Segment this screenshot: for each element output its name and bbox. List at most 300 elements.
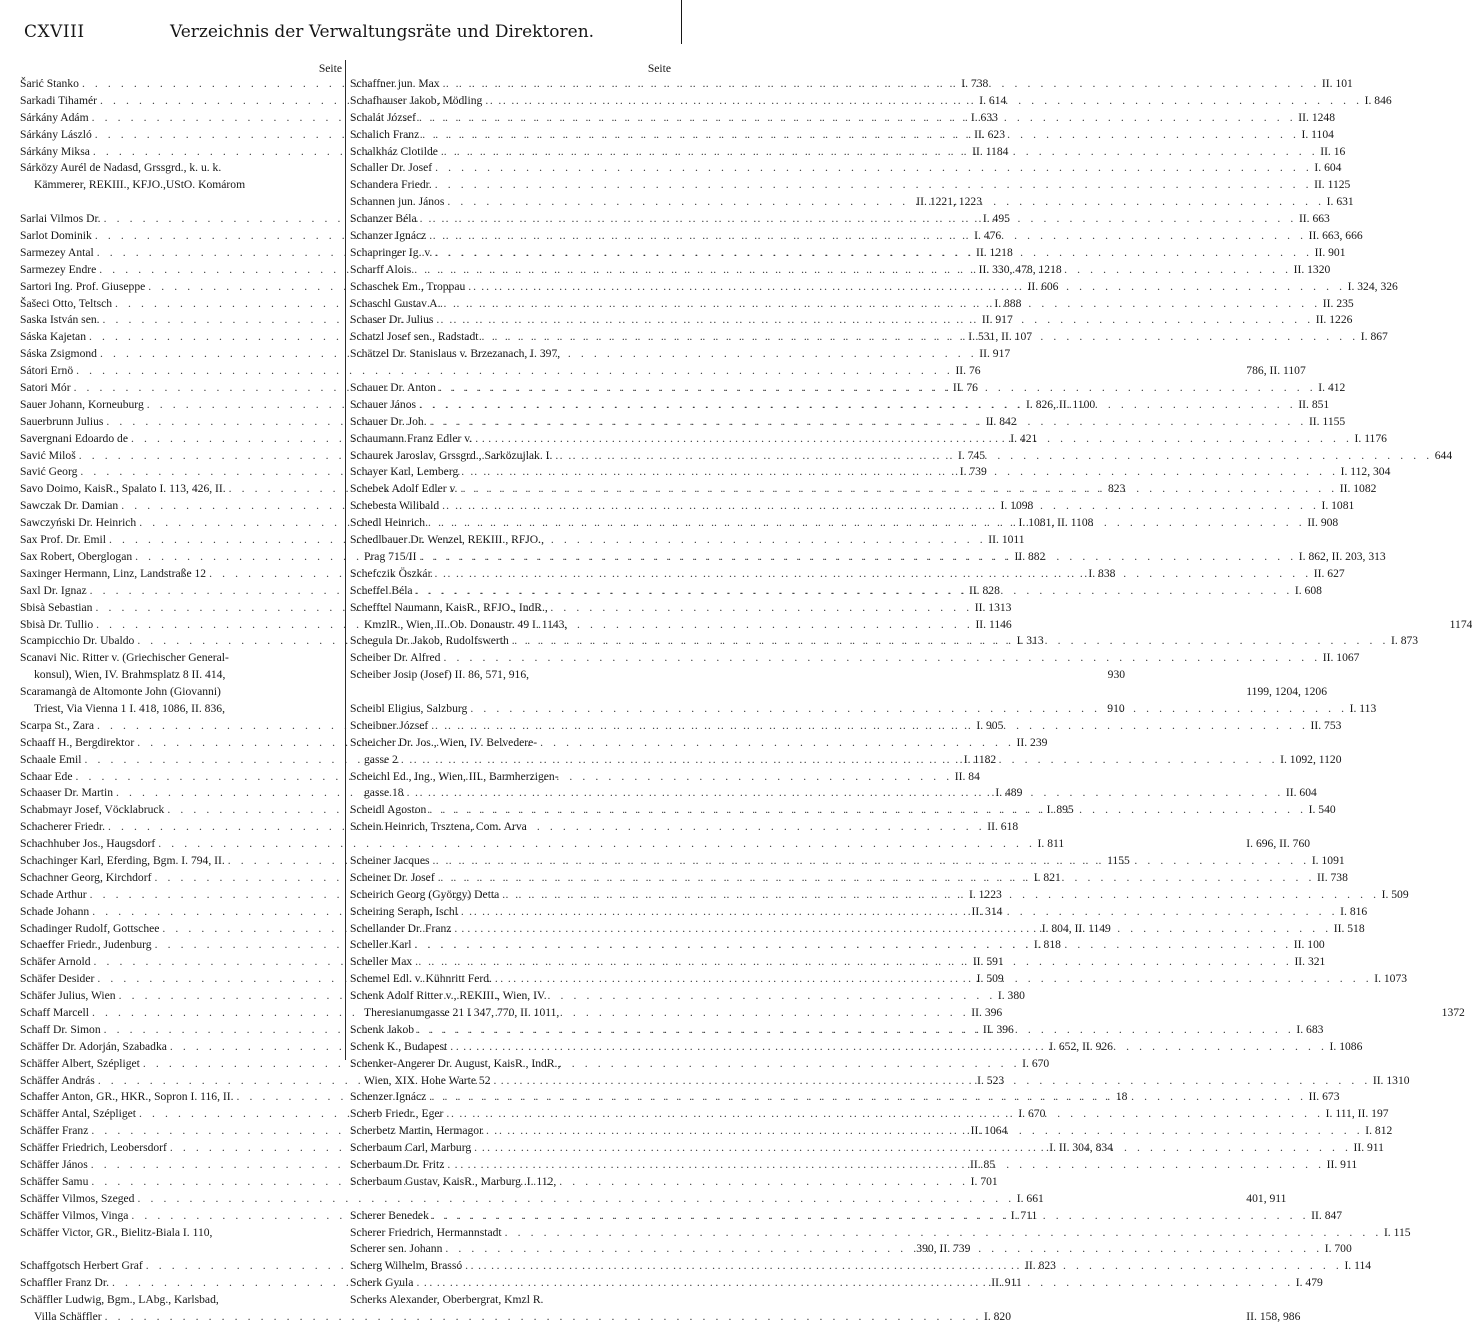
entry-name: Schein Heinrich, Trsztena, Com. Arva xyxy=(350,820,527,834)
dot-leader xyxy=(502,1225,1382,1242)
dot-leader xyxy=(465,279,1345,296)
page-reference: I. 531, II. 107 xyxy=(968,330,1033,344)
dot-leader xyxy=(413,583,1293,600)
page-reference: II. 606 xyxy=(1027,279,1059,293)
page-reference: I. 614 xyxy=(979,93,1007,107)
dot-leader xyxy=(436,380,1316,397)
entry-name: Schalát József xyxy=(350,110,416,124)
page-reference: II. 908 xyxy=(1307,516,1339,530)
entry-name: Scheller Max xyxy=(350,955,413,969)
dot-leader xyxy=(458,904,1338,921)
entry-name: Prag 715/II xyxy=(364,549,417,563)
index-entry xyxy=(20,836,1065,853)
page-reference: I. 313 xyxy=(1016,634,1044,648)
index-entry xyxy=(350,769,672,786)
page-reference: II. 100 xyxy=(1293,938,1325,952)
index-columns xyxy=(20,62,1472,1324)
page-reference: I. 888 xyxy=(994,296,1022,310)
entry-name: Schäffer Victor, GR., Bielitz-Biala I. 110, xyxy=(20,1225,213,1239)
entry-name: Schaller Dr. Josef xyxy=(350,161,433,175)
dot-leader xyxy=(426,228,1306,245)
page-reference: II. 518 xyxy=(1333,921,1365,935)
page-reference: I. 489 xyxy=(995,786,1023,800)
entry-name: Sbisà Sebastian xyxy=(20,600,93,614)
dot-leader xyxy=(404,785,1284,802)
page-reference: I. 421 xyxy=(1010,431,1038,445)
page-reference: I. 820 xyxy=(983,1310,1012,1324)
page-reference: I. 509 xyxy=(1381,887,1409,901)
dot-leader xyxy=(433,312,1313,329)
entry-name: Schaschl Gustav A. xyxy=(350,296,441,310)
entry-name: Savić Miloš xyxy=(20,448,76,462)
entry-name: Sauer Johann, Korneuburg xyxy=(20,397,144,411)
entry-name: Schäffer Samu xyxy=(20,1174,89,1188)
page-reference: I. 631 xyxy=(1326,195,1354,209)
page-reference: II. 901 xyxy=(1314,245,1346,259)
entry-name: Schäffer Dr. Adorján, Szabadka xyxy=(20,1039,167,1053)
page-reference: II. 911 xyxy=(1353,1141,1384,1155)
page-reference: II. 1082 xyxy=(1339,482,1377,496)
dot-leader xyxy=(552,448,1432,465)
page-reference: II. 396 xyxy=(971,1005,1003,1019)
entry-name: Sarmezey Endre xyxy=(20,262,97,276)
page-reference: I. 509 xyxy=(976,972,1004,986)
page-reference: I. 661 xyxy=(1016,1191,1044,1205)
entry-name: Schauer János xyxy=(350,397,417,411)
entry-name: Sárközy Aurél de Nadasd, Grssgrd., k. u. k. xyxy=(20,161,222,175)
entry-name: Scherer Friedrich, Hermannstadt xyxy=(350,1225,502,1239)
page-reference: I. 1081, II. 1108 xyxy=(1018,516,1094,530)
entry-name: Schäffer Albert, Szépliget xyxy=(20,1056,140,1070)
entry-name: Schegula Dr. Jakob, Rudolfswerth xyxy=(350,634,509,648)
index-entry xyxy=(350,532,672,549)
entry-name: Schäffer Franz xyxy=(20,1124,89,1138)
page-reference: 18 xyxy=(1115,1090,1128,1104)
dot-leader xyxy=(416,110,1296,127)
entry-name: Schapringer Ig. v. xyxy=(350,245,433,259)
index-entry xyxy=(350,988,672,1005)
entry-name: Schalkház Clotilde xyxy=(350,144,438,158)
dot-leader xyxy=(499,887,1379,904)
entry-name: Scheibner József xyxy=(350,718,429,732)
index-entry xyxy=(350,600,672,617)
page-reference: I. 476 xyxy=(974,229,1002,243)
entry-name: Schabmayr Josef, Vöcklabruck xyxy=(20,803,165,817)
entry-name: Schandera Friedr. xyxy=(350,178,432,192)
entry-name: Scharff Alois xyxy=(350,262,412,276)
entry-name: Sbisà Dr. Tullio xyxy=(20,617,94,631)
entry-name: Scherbaum Gustav, KaisR., Marburg .I. 112, xyxy=(350,1174,557,1188)
page-reference: I. 670 xyxy=(1022,1056,1050,1070)
entry-name: Schaffner jun. Max xyxy=(350,77,440,90)
dot-leader xyxy=(416,397,1296,414)
dot-leader xyxy=(440,76,1320,93)
page-reference: II. 623 xyxy=(974,127,1006,141)
index-entry xyxy=(350,1056,672,1073)
entry-name: Schachhuber Jos., Haugsdorf xyxy=(20,837,156,851)
entry-name: Schemel Edl. v. Kühnritt Ferd. xyxy=(350,972,492,986)
entry-name: Schaffer Anton, GR., HKR., Sopron I. 116, II. xyxy=(20,1090,234,1104)
entry-name: Villa Schäffler xyxy=(34,1310,102,1324)
page-reference: I. 745 xyxy=(958,448,986,462)
entry-name: Theresianumgasse 21 I 347, 770, II. 1011, xyxy=(364,1005,560,1019)
entry-name: Schäffer Vilmos, Szeged xyxy=(20,1191,135,1205)
entry-name: Schanzer Béla xyxy=(350,212,417,226)
page-reference: 1372 xyxy=(1441,1005,1465,1019)
page-reference: I. 380 xyxy=(997,989,1025,1003)
page-reference: I. 700 xyxy=(1324,1242,1352,1256)
dot-leader xyxy=(428,718,1308,735)
page-reference: I. 670 xyxy=(1018,1107,1046,1121)
page-reference: II. 1221, 1223 xyxy=(916,195,982,209)
entry-name: Sax Prof. Dr. Emil xyxy=(20,533,106,547)
dot-leader xyxy=(425,515,1305,532)
page-reference: II. 917 xyxy=(979,347,1011,361)
dot-leader xyxy=(416,549,1296,566)
page-reference: I. 812 xyxy=(1365,1124,1393,1138)
page-reference: II. 663, 666 xyxy=(1308,229,1363,243)
entry-name: Schenk K., Budapest xyxy=(350,1039,448,1053)
page-reference: I. 1081 xyxy=(1321,499,1355,513)
page-reference: I. 804, II. 1149 xyxy=(1041,921,1111,935)
page-number: CXVIII xyxy=(24,22,85,42)
entry-name: Kämmerer, REKIII., KFJO.,UStO. Komárom xyxy=(34,178,246,192)
page-reference: II. 84 xyxy=(954,769,980,783)
entry-name: Scherbetz Martin, Hermagor xyxy=(350,1124,483,1138)
entry-name: Scherb Friedr., Eger xyxy=(350,1107,444,1121)
page-reference: I. 540 xyxy=(1308,803,1336,817)
index-entry xyxy=(20,684,343,701)
entry-name: Schäfer Julius, Wien xyxy=(20,989,116,1003)
entry-name: Schäffer Antal, Szépliget xyxy=(20,1107,137,1121)
seite-label: Seite xyxy=(318,62,342,75)
entry-name: Wien, XIX. Hohe Warte 52 xyxy=(364,1073,491,1087)
page-reference: II. 239 xyxy=(1016,735,1048,749)
entry-name: Sarlai Vilmos Dr. xyxy=(20,212,101,226)
page-reference: I. 1098 xyxy=(1000,499,1034,513)
entry-name: Sárkány Adám xyxy=(20,110,89,124)
page-reference: II. 911 xyxy=(1326,1158,1358,1171)
page-reference: II. 738 xyxy=(1316,870,1348,884)
index-entry xyxy=(350,177,1351,194)
entry-name: Schefftel Naumann, KaisR., RFJO., IndR., xyxy=(350,600,548,614)
entry-name: Sauerbrunn Julius xyxy=(20,414,104,428)
page-reference: II. 101 xyxy=(1321,77,1353,90)
entry-name: Schaffgotsch Herbert Graf xyxy=(20,1259,143,1273)
entry-name: Savergnani Edoardo de xyxy=(20,431,128,445)
page-reference: I. 683 xyxy=(1296,1022,1324,1036)
entry-name: Savo Doimo, KaisR., Spalato I. 113, 426, II. xyxy=(20,482,226,496)
entry-name: Sáska Zsigmond xyxy=(20,347,97,361)
entry-name: Schäffer Friedrich, Leobersdorf xyxy=(20,1141,167,1155)
entry-name: Schaeffer Friedr., Judenburg xyxy=(20,938,152,952)
entry-name: Schaser Dr. Julius xyxy=(350,313,434,327)
entry-name: Schäffer András xyxy=(20,1073,95,1087)
dot-leader xyxy=(483,1123,1363,1140)
entry-name: Sartori Ing. Prof. Giuseppe xyxy=(20,279,146,293)
entry-name: Šašeci Otto, Teltsch xyxy=(20,296,113,310)
index-entry xyxy=(20,363,981,380)
entry-name: Schäfer Desider xyxy=(20,972,95,986)
dot-leader xyxy=(414,1022,1294,1039)
page-reference: 823 xyxy=(1107,482,1126,496)
dot-leader xyxy=(492,971,1372,988)
dot-leader xyxy=(441,296,1321,313)
dot-leader xyxy=(451,921,1331,938)
page-reference: I. 738 xyxy=(961,77,989,90)
entry-name: Sawczak Dr. Damian xyxy=(20,499,119,513)
index-entry xyxy=(350,160,1342,177)
page-reference: I. 862, II. 203, 313 xyxy=(1298,549,1386,563)
page-reference: I. II. 304, 834 xyxy=(1049,1141,1113,1155)
entry-name: Schanzer Ignácz xyxy=(350,229,427,243)
page-reference: II. 321 xyxy=(1294,955,1326,969)
page-reference: II. 1125 xyxy=(1314,178,1351,192)
entry-name: Schacherer Friedr. xyxy=(20,820,105,834)
dot-leader xyxy=(432,245,1312,262)
page-reference: II. 1226 xyxy=(1315,313,1353,327)
entry-name: Schäfer Arnold xyxy=(20,955,91,969)
page-reference: I. 696, II. 760 xyxy=(1246,837,1311,851)
entry-name: Schebesta Wilibald xyxy=(350,499,440,513)
edge-rule xyxy=(681,0,683,44)
seite-label: Seite xyxy=(647,62,671,75)
dot-leader xyxy=(411,937,1291,954)
page-reference: I. 111, II. 197 xyxy=(1325,1107,1389,1121)
index-entry xyxy=(350,667,672,684)
page-reference: II. 16 xyxy=(1320,144,1346,158)
page-reference: I. 1092, 1120 xyxy=(1280,752,1342,766)
page-reference: II. 396 xyxy=(982,1022,1014,1036)
page-reference: II. 314 xyxy=(971,904,1003,918)
dot-leader xyxy=(509,633,1389,650)
page-reference: 644 xyxy=(1434,448,1453,462)
entry-name: Sárkány László xyxy=(20,127,92,141)
page-reference: II. 627 xyxy=(1313,566,1345,580)
page-reference: I. 1086 xyxy=(1329,1039,1363,1053)
dot-leader xyxy=(432,160,1312,177)
entry-name: Scheidl Agoston xyxy=(350,803,427,817)
page-reference: I. 711 xyxy=(1010,1208,1038,1222)
entry-name: Schade Johann xyxy=(20,904,90,918)
entry-name: Saxinger Hermann, Linz, Landstraße 12 xyxy=(20,566,207,580)
dot-leader xyxy=(417,211,1297,228)
entry-name: Schedl Heinrich xyxy=(350,516,426,530)
page-reference: I. 701 xyxy=(970,1174,998,1188)
entry-name: Schaar Ede xyxy=(20,769,73,783)
entry-name: Scheichl Ed., Ing., Wien, III., Barmherzigen- xyxy=(350,769,559,783)
page-reference: I. 816 xyxy=(1340,904,1368,918)
dot-leader xyxy=(458,464,1338,481)
page-reference: I. 895 xyxy=(1046,803,1074,817)
page-reference: II. 847 xyxy=(1311,1208,1343,1222)
page-reference: II. 1320 xyxy=(1293,262,1331,276)
page-reference: I. 867 xyxy=(1360,330,1388,344)
page-reference: I. 523 xyxy=(977,1073,1005,1087)
entry-name: Scheffel Béla xyxy=(350,583,413,597)
entry-name: Schebek Adolf Edler v. xyxy=(350,482,458,496)
entry-name: Sáska Kajetan xyxy=(20,330,86,344)
entry-name: Schaaff H., Bergdirektor xyxy=(20,735,135,749)
page-reference: I. 1223 xyxy=(968,887,1002,901)
entry-name: Scherbaum Dr. Fritz xyxy=(350,1158,445,1171)
dot-leader xyxy=(478,329,1358,346)
entry-name: Scheicher Dr. Jos., Wien, IV. Belvedere- xyxy=(350,735,538,749)
page-reference: I. 115 xyxy=(1383,1225,1411,1239)
dot-leader xyxy=(438,144,1318,161)
entry-name: Schalich Franz xyxy=(350,127,420,141)
page-reference: 786, II. 1107 xyxy=(1246,364,1306,378)
entry-name: Sawczyński Dr. Heinrich xyxy=(20,516,137,530)
entry-name: Schafhauser Jakob, Mödling xyxy=(350,93,483,107)
index-entry xyxy=(20,650,343,667)
index-entry xyxy=(350,1225,1411,1242)
entry-name: Schayer Karl, Lemberg xyxy=(350,465,459,479)
index-entry xyxy=(350,735,672,752)
entry-name: Schenk Jakob xyxy=(350,1022,415,1036)
dot-leader xyxy=(467,701,1347,718)
page-reference: II. 1146 xyxy=(975,617,1012,631)
entry-name: Schaaser Dr. Martin xyxy=(20,786,114,800)
dot-leader xyxy=(431,566,1311,583)
page-reference: I. 633 xyxy=(970,110,998,124)
entry-name: Saska István sen. xyxy=(20,313,100,327)
index-entry xyxy=(350,650,1360,667)
dot-leader xyxy=(432,177,1312,194)
dot-leader xyxy=(457,481,1337,498)
page-reference: I. 608 xyxy=(1294,583,1322,597)
page-header xyxy=(18,22,674,50)
entry-name: Scheiner Dr. Josef xyxy=(350,870,435,884)
entry-name: Scheller Karl xyxy=(350,938,412,952)
dot-leader xyxy=(447,1039,1327,1056)
entry-name: Schade Arthur xyxy=(20,887,87,901)
dot-leader xyxy=(426,802,1306,819)
entry-name: Scampicchio Dr. Ubaldo xyxy=(20,634,135,648)
page-reference: II. 618 xyxy=(987,820,1019,834)
index-entry xyxy=(20,177,343,194)
entry-name: Scanavi Nic. Ritter v. (Griechischer General- xyxy=(20,651,229,665)
entry-name: Schätzel Dr. Stanislaus v. Brzezanach, I. 397, xyxy=(350,347,561,361)
entry-name: Scaramangà de Altomonte John (Giovanni) xyxy=(20,685,221,699)
page-reference: II. 823 xyxy=(1025,1259,1056,1273)
page-reference: II. 76 xyxy=(955,364,981,378)
page-reference: I. 113 xyxy=(1349,701,1377,715)
entry-name: Schaumann Franz Edler v. xyxy=(350,431,473,445)
entry-name: Scherer Benedek xyxy=(350,1208,429,1222)
dot-leader xyxy=(427,414,1307,431)
page-title: Verzeichnis der Verwaltungsräte und Direktoren. xyxy=(170,22,595,42)
entry-name: Scherg Wilhelm, Brassó xyxy=(350,1259,463,1273)
page-reference: I. 739 xyxy=(959,465,987,479)
entry-name: Sarlot Dominik xyxy=(20,229,92,243)
dot-leader xyxy=(444,194,1324,211)
entry-name: Sarkadi Tihamér xyxy=(20,93,97,107)
dot-leader xyxy=(440,650,1320,667)
entry-name: Schenker-Angerer Dr. August, KaisR., IndR., xyxy=(350,1056,561,1070)
page-reference: II. 1313 xyxy=(974,600,1012,614)
page-reference: II. 158, 986 xyxy=(1246,1310,1301,1324)
dot-leader xyxy=(398,752,1278,769)
index-entry xyxy=(350,819,672,836)
entry-name: Schachinger Karl, Eferding, Bgm. I. 794, II. xyxy=(20,853,225,867)
page-reference: I. 846 xyxy=(1364,93,1392,107)
page-reference: II. 1310 xyxy=(1372,1073,1410,1087)
page-reference: II. 1218 xyxy=(976,245,1013,259)
dot-leader xyxy=(442,1241,1322,1258)
index-entry xyxy=(20,160,343,177)
page-reference: I. 826, II. 1100 xyxy=(1026,397,1096,411)
page-reference: II. 673 xyxy=(1308,1090,1340,1104)
page-reference: II. 330, 478, 1218 xyxy=(978,262,1062,276)
dot-leader xyxy=(443,1106,1323,1123)
page-reference: II. 76 xyxy=(952,381,978,395)
page-reference: I. 652, II. 926 xyxy=(1049,1039,1113,1053)
dot-leader xyxy=(491,1073,1371,1090)
page-reference: 910 xyxy=(1107,701,1125,715)
page-reference: I. 1073 xyxy=(1374,972,1408,986)
page-reference: II. 842 xyxy=(985,414,1017,428)
entry-name: Schefczik Öszkár xyxy=(350,566,432,580)
entry-name: KmzlR., Wien, II. Ob. Donaustr. 49 I. 1143, xyxy=(364,617,568,631)
entry-name: Scherks Alexander, Oberbergrat, Kmzl R. xyxy=(350,1293,544,1307)
entry-name: Scheiring Seraph, Ischl xyxy=(350,904,458,918)
entry-name: gasse 2 xyxy=(364,752,398,766)
dot-leader xyxy=(482,93,1362,110)
page-reference: I. 479 xyxy=(1295,1276,1323,1290)
entry-name: Sax Robert, Oberglogan xyxy=(20,549,133,563)
entry-name: Schäffer János xyxy=(20,1158,88,1171)
page-reference: II. 1064 xyxy=(970,1124,1008,1138)
entry-name: Sarmezey Antal xyxy=(20,245,94,259)
page-reference: I. 112, 304 xyxy=(1340,465,1391,479)
page-reference: 930 xyxy=(1107,668,1126,682)
entry-name: Scarpa St., Zara xyxy=(20,718,95,732)
index-entry xyxy=(350,684,1328,701)
page-reference: I. 324, 326 xyxy=(1347,279,1398,293)
page-reference: I. 873 xyxy=(1391,634,1419,648)
index-entry xyxy=(20,1191,1044,1208)
page-reference: I. 818 xyxy=(1033,938,1061,952)
entry-name: Scheiner Jacques xyxy=(350,853,430,867)
dot-leader xyxy=(411,262,1291,279)
dot-leader xyxy=(430,853,1310,870)
dot-leader xyxy=(471,1140,1351,1157)
page-reference: I. 495 xyxy=(982,212,1010,226)
page-reference: 390, II. 739 xyxy=(916,1242,971,1256)
entry-name: Scheirich Georg (György) Detta xyxy=(350,887,500,901)
dot-leader xyxy=(462,1258,1342,1275)
page-reference: I. 1104 xyxy=(1301,127,1334,141)
dot-leader xyxy=(472,431,1352,448)
page-reference: I. 1091 xyxy=(1311,853,1345,867)
entry-name: Schaale Emil xyxy=(20,752,82,766)
entry-name: Scheibl Eligius, Salzburg xyxy=(350,701,468,715)
entry-name: Saxl Dr. Ignaz xyxy=(20,583,87,597)
entry-name: Schäffer Vilmos, Vinga xyxy=(20,1208,129,1222)
page-reference: II. 911 xyxy=(991,1276,1022,1290)
page-reference: II. 882 xyxy=(1014,549,1046,563)
page-reference: I. 1176 xyxy=(1354,431,1387,445)
index-entry xyxy=(350,1292,672,1309)
entry-name: Triest, Via Vienna 1 I. 418, 1086, II. 836, xyxy=(34,701,225,715)
entry-name: Scherer sen. Johann xyxy=(350,1242,443,1256)
page-reference: II. 753 xyxy=(1310,718,1342,732)
entry-name: Schatzl Josef sen., Radstadt xyxy=(350,330,479,344)
index-entry xyxy=(20,1225,343,1242)
entry-name: Schenk Adolf Ritter v., REKIII., Wien, IV. xyxy=(350,989,547,1003)
index-entry xyxy=(20,1292,343,1309)
